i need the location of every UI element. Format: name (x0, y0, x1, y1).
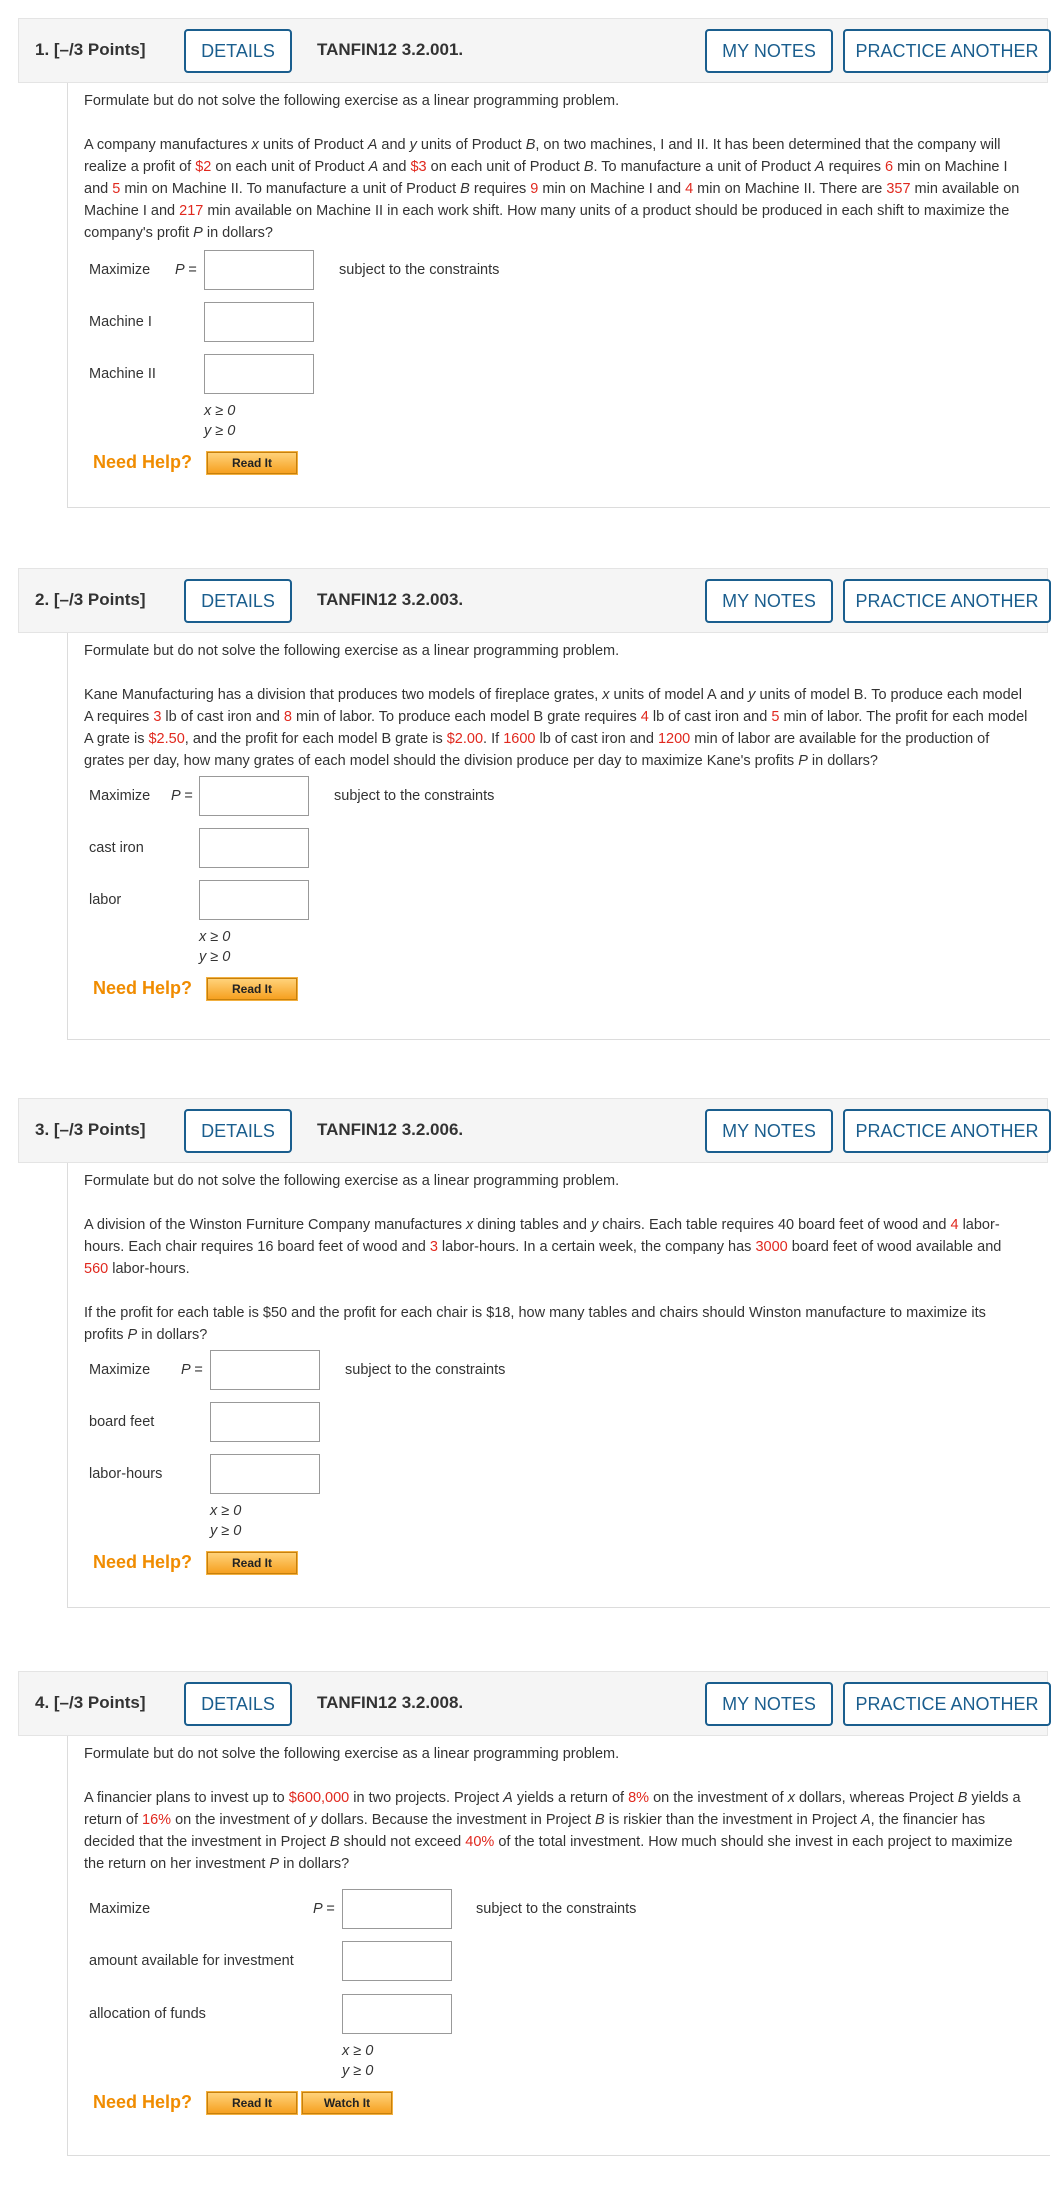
question-header (18, 18, 1048, 83)
need-help-label: Need Help? (93, 452, 193, 472)
instruction-text: Formulate but do not solve the following exercise as a linear programming problem. (84, 643, 620, 659)
practice-another-button[interactable]: PRACTICE ANOTHER (843, 1682, 1051, 1726)
p-equals-label: P = (175, 262, 197, 278)
need-help-label: Need Help? (93, 2092, 193, 2112)
problem-text: A financier plans to invest up to $600,000 in two projects. Project A yields a return of 8% on the investment of x dollars, whereas Project B yields a return of 16% on the investment of y dollars. Because the investment in Project B is riskier than the investment in Project A, the financier has decided that the investment in Project B should not exceed 40% of the total investment. How much should she invest in each project to maximize the return on her investment P in dollars? (84, 1790, 1021, 1872)
my-notes-button[interactable]: MY NOTES (705, 579, 833, 623)
subject-to-label: subject to the constraints (345, 1362, 506, 1378)
details-button[interactable]: DETAILS (184, 1682, 292, 1726)
objective-input[interactable] (199, 776, 309, 816)
question-body (67, 83, 1050, 508)
maximize-label: Maximize (89, 788, 151, 804)
y-nonnegativity: y ≥ 0 (204, 423, 236, 439)
read-it-button[interactable]: Read It (207, 1552, 297, 1574)
x-nonnegativity: x ≥ 0 (342, 2043, 374, 2059)
constraint-input[interactable] (210, 1402, 320, 1442)
question-header (18, 1671, 1048, 1736)
my-notes-button[interactable]: MY NOTES (705, 1109, 833, 1153)
constraint-label: allocation of funds (89, 2006, 206, 2022)
watch-it-button[interactable]: Watch It (302, 2092, 392, 2114)
maximize-label: Maximize (89, 262, 151, 278)
y-nonnegativity: y ≥ 0 (210, 1523, 242, 1539)
constraint-label: cast iron (89, 840, 144, 856)
question-number: 2. [–/3 Points] (35, 590, 146, 609)
question-code: TANFIN12 3.2.003. (317, 590, 464, 609)
constraint-label: board feet (89, 1414, 155, 1430)
y-nonnegativity: y ≥ 0 (342, 2063, 374, 2079)
details-button[interactable]: DETAILS (184, 579, 292, 623)
constraint-input[interactable] (342, 1994, 452, 2034)
question-body (67, 1163, 1050, 1608)
my-notes-button[interactable]: MY NOTES (705, 29, 833, 73)
maximize-label: Maximize (89, 1362, 151, 1378)
constraint-label: labor (89, 892, 122, 908)
need-help-label: Need Help? (93, 978, 193, 998)
question-code: TANFIN12 3.2.001. (317, 40, 464, 59)
constraint-label: Machine I (89, 314, 152, 330)
constraint-input[interactable] (199, 828, 309, 868)
question-body (67, 633, 1050, 1040)
subject-to-label: subject to the constraints (339, 262, 500, 278)
question-number: 1. [–/3 Points] (35, 40, 146, 59)
question-header (18, 568, 1048, 633)
constraint-label: amount available for investment (89, 1953, 294, 1969)
x-nonnegativity: x ≥ 0 (204, 403, 236, 419)
maximize-label: Maximize (89, 1901, 151, 1917)
question-header (18, 1098, 1048, 1163)
objective-input[interactable] (204, 250, 314, 290)
practice-another-button[interactable]: PRACTICE ANOTHER (843, 1109, 1051, 1153)
p-equals-label: P = (313, 1901, 335, 1917)
question-number: 4. [–/3 Points] (35, 1693, 146, 1712)
constraint-label: labor-hours (89, 1466, 163, 1482)
question-code: TANFIN12 3.2.008. (317, 1693, 464, 1712)
details-button[interactable]: DETAILS (184, 29, 292, 73)
practice-another-button[interactable]: PRACTICE ANOTHER (843, 29, 1051, 73)
read-it-button[interactable]: Read It (207, 2092, 297, 2114)
objective-input[interactable] (210, 1350, 320, 1390)
constraint-input[interactable] (204, 302, 314, 342)
read-it-button[interactable]: Read It (207, 978, 297, 1000)
constraint-input[interactable] (204, 354, 314, 394)
need-help-label: Need Help? (93, 1552, 193, 1572)
constraint-label: Machine II (89, 366, 156, 382)
question-number: 3. [–/3 Points] (35, 1120, 146, 1139)
p-equals-label: P = (181, 1362, 203, 1378)
details-button[interactable]: DETAILS (184, 1109, 292, 1153)
question-body (67, 1736, 1050, 2156)
x-nonnegativity: x ≥ 0 (210, 1503, 242, 1519)
p-equals-label: P = (171, 788, 193, 804)
instruction-text: Formulate but do not solve the following exercise as a linear programming problem. (84, 1173, 620, 1189)
constraint-input[interactable] (210, 1454, 320, 1494)
objective-input[interactable] (342, 1889, 452, 1929)
instruction-text: Formulate but do not solve the following exercise as a linear programming problem. (84, 1746, 620, 1762)
problem-text: Kane Manufacturing has a division that produces two models of fireplace grates, x units of model A and y units of model B. To produce each model A requires 3 lb of cast iron and 8 min of labor. To produce each model B grate requires 4 lb of cast iron and 5 min of labor. The profit for each model A grate is $2.50, and the profit for each model B grate is $2.00. If 1600 lb of cast iron and 1200 min of labor are available for the production of grates per day, how many grates of each model should the division produce per day to maximize Kane's profits P in dollars? (84, 687, 1028, 769)
constraint-input[interactable] (199, 880, 309, 920)
my-notes-button[interactable]: MY NOTES (705, 1682, 833, 1726)
subject-to-label: subject to the constraints (476, 1901, 637, 1917)
question-code: TANFIN12 3.2.006. (317, 1120, 464, 1139)
problem-text: A division of the Winston Furniture Company manufactures x dining tables and y chairs. Each table requires 40 board feet of wood and 4 labor-hours. Each chair requires 16 board feet of wood and 3 labor-hours. In a certain week, the company has 3000 board feet of wood available and 560 labor-hours. (84, 1217, 1002, 1277)
x-nonnegativity: x ≥ 0 (199, 929, 231, 945)
subject-to-label: subject to the constraints (334, 788, 495, 804)
problem-text-continued: If the profit for each table is $50 and the profit for each chair is $18, how many tables and chairs should Winston manufacture to maximize its profits P in dollars? (84, 1305, 986, 1343)
practice-another-button[interactable]: PRACTICE ANOTHER (843, 579, 1051, 623)
problem-text: A company manufactures x units of Product A and y units of Product B, on two machines, I and II. It has been determined that the company will realize a profit of $2 on each unit of Product A and $3 on each unit of Product B. To manufacture a unit of Product A requires 6 min on Machine I and 5 min on Machine II. To manufacture a unit of Product B requires 9 min on Machine I and 4 min on Machine II. There are 357 min available on Machine I and 217 min available on Machine II in each work shift. How many units of a product should be produced in each shift to maximize the company's profit P in dollars? (84, 137, 1020, 241)
constraint-input[interactable] (342, 1941, 452, 1981)
instruction-text: Formulate but do not solve the following exercise as a linear programming problem. (84, 93, 620, 109)
y-nonnegativity: y ≥ 0 (199, 949, 231, 965)
read-it-button[interactable]: Read It (207, 452, 297, 474)
